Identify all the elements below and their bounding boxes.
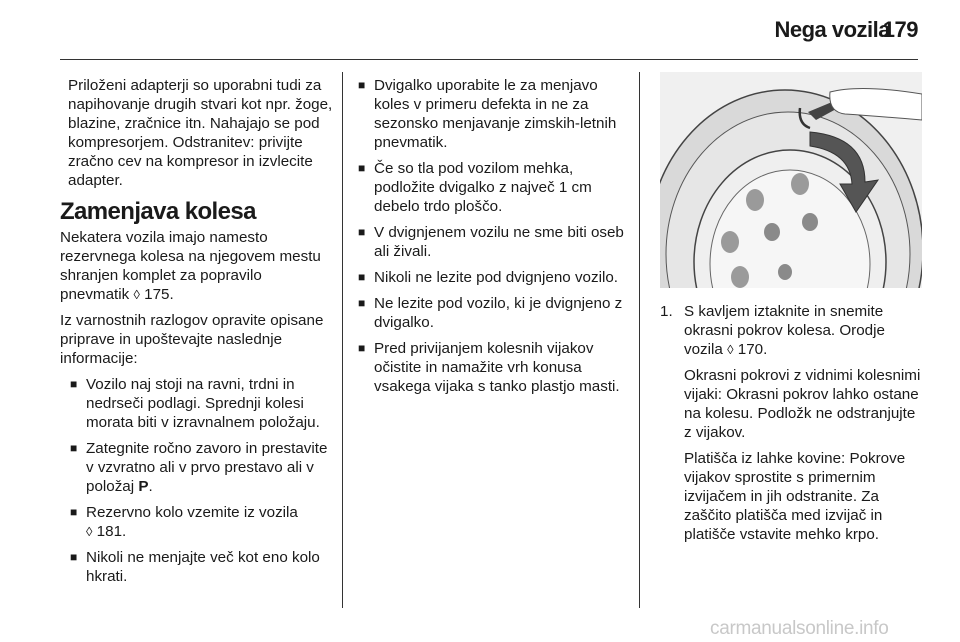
- step-1: 1. S kavljem iztaknite in snemite okrasni pokrov kolesa. Orodje vozila ◊ 170. Okrasni pokrovi z vidnimi kolesnimi vijaki: Okrasni pokrov lahko ostane na kolesu. Podložk ne odstranjujte z vijakov. Platišča iz lahke kovine: Pokrove vijakov sprostite s primernim izvijačem in jih odstranite. Za zaščito platišča med izvijač in platišče vstavite mehko krpo.: [660, 303, 921, 543]
- watermark: carmanualsonline.info: [710, 618, 889, 639]
- bullet-icon: ■: [358, 341, 366, 355]
- page-ref-icon: ◊: [133, 287, 140, 302]
- column-1: [60, 76, 334, 593]
- visible-bolts-note: Okrasni pokrovi z vidnimi kolesnimi vijaki: Okrasni pokrov lahko ostane na kolesu. Podložk ne odstranjujte z vijakov.: [684, 367, 921, 441]
- list-item: ■ Nikoli ne lezite pod dvignjeno vozilo.: [358, 269, 618, 286]
- list-item: ■ Pred privijanjem kolesnih vijakov očistite in namažite vrh konusa vsakega vijaka s tanko plastjo masti.: [358, 340, 620, 395]
- bullet-icon: ■: [358, 270, 366, 284]
- list-item: ■ Če so tla pod vozilom mehka, podložite dvigalko z največ 1 cm debelo trdo ploščo.: [358, 160, 592, 215]
- page-ref-icon: ◊: [727, 342, 734, 357]
- list-item: ■ Nikoli ne menjajte več kot eno kolo hkrati.: [70, 549, 320, 585]
- page-ref-link[interactable]: 181.: [96, 523, 127, 540]
- page-ref-link[interactable]: 175.: [144, 286, 174, 303]
- list-item: ■ Dvigalko uporabite le za menjavo koles v primeru defekta in ne za sezonsko menjavanje zimskih-letnih pnevmatik.: [358, 77, 617, 151]
- column-3: [660, 72, 922, 551]
- adapter-note: Priloženi adapterji so uporabni tudi za napihovanje drugih stvari kot npr. žoge, blazine, zračnice itn. Nahajajo se pod kompresorjem. Odstranitev: privijte zračno cev na kompresor in izvlecite adapter.: [68, 77, 333, 189]
- column-divider-2: [639, 72, 640, 608]
- page-ref-link[interactable]: 170.: [737, 341, 768, 358]
- bullet-icon: ■: [358, 296, 366, 310]
- steps-list: [660, 302, 922, 544]
- header-rule: [60, 59, 918, 60]
- list-item: ■ Zategnite ročno zavoro in prestavite v vzvratno ali v prvo prestavo ali v položaj P.: [70, 440, 328, 495]
- page-header: [0, 0, 960, 62]
- page-ref-icon: ◊: [86, 524, 93, 539]
- list-item: ■ Vozilo naj stoji na ravni, trdni in nedrseči podlagi. Sprednji kolesi morata biti v izravnalnem položaju.: [70, 376, 320, 431]
- wheel-cover-illustration: [660, 72, 922, 288]
- list-item: ■ V dvignjenem vozilu ne sme biti oseb ali živali.: [358, 224, 624, 260]
- safety-intro-paragraph: Iz varnostnih razlogov opravite opisane priprave in upoštevajte naslednje informacije:: [60, 312, 324, 367]
- safety-list: [60, 375, 334, 586]
- column-2: [358, 76, 626, 403]
- list-item: ■ Ne lezite pod vozilo, ki je dvignjeno z dvigalko.: [358, 295, 623, 331]
- jack-safety-list: [358, 76, 626, 396]
- bullet-icon: ■: [358, 225, 366, 239]
- list-item: ■ Rezervno kolo vzemite iz vozila ◊ 181.: [70, 504, 298, 540]
- step-number: 1.: [660, 303, 673, 320]
- bullet-icon: ■: [358, 161, 366, 175]
- section-title: Nega vozila: [774, 17, 890, 42]
- column-divider-1: [342, 72, 343, 608]
- repair-kit-paragraph: Nekatera vozila imajo namesto rezervnega kolesa na njegovem mestu shranjen komplet za popravilo pnevmatik ◊ 175.: [60, 229, 321, 303]
- alloy-rims-note: Platišča iz lahke kovine: Pokrove vijakov sprostite s primernim izvijačem in jih odstranite. Za zaščito platišča med izvijač in platišče vstavite mehko krpo.: [684, 450, 906, 543]
- wheel-hubcap-icon: [660, 72, 922, 288]
- wheel-change-heading: Zamenjava kolesa: [60, 198, 256, 225]
- bullet-icon: ■: [70, 441, 78, 455]
- bullet-icon: ■: [70, 505, 78, 519]
- bullet-icon: ■: [70, 550, 78, 564]
- gear-position-p: P: [138, 478, 149, 495]
- bullet-icon: ■: [358, 78, 366, 92]
- page-number: 179: [882, 17, 918, 42]
- bullet-icon: ■: [70, 377, 78, 391]
